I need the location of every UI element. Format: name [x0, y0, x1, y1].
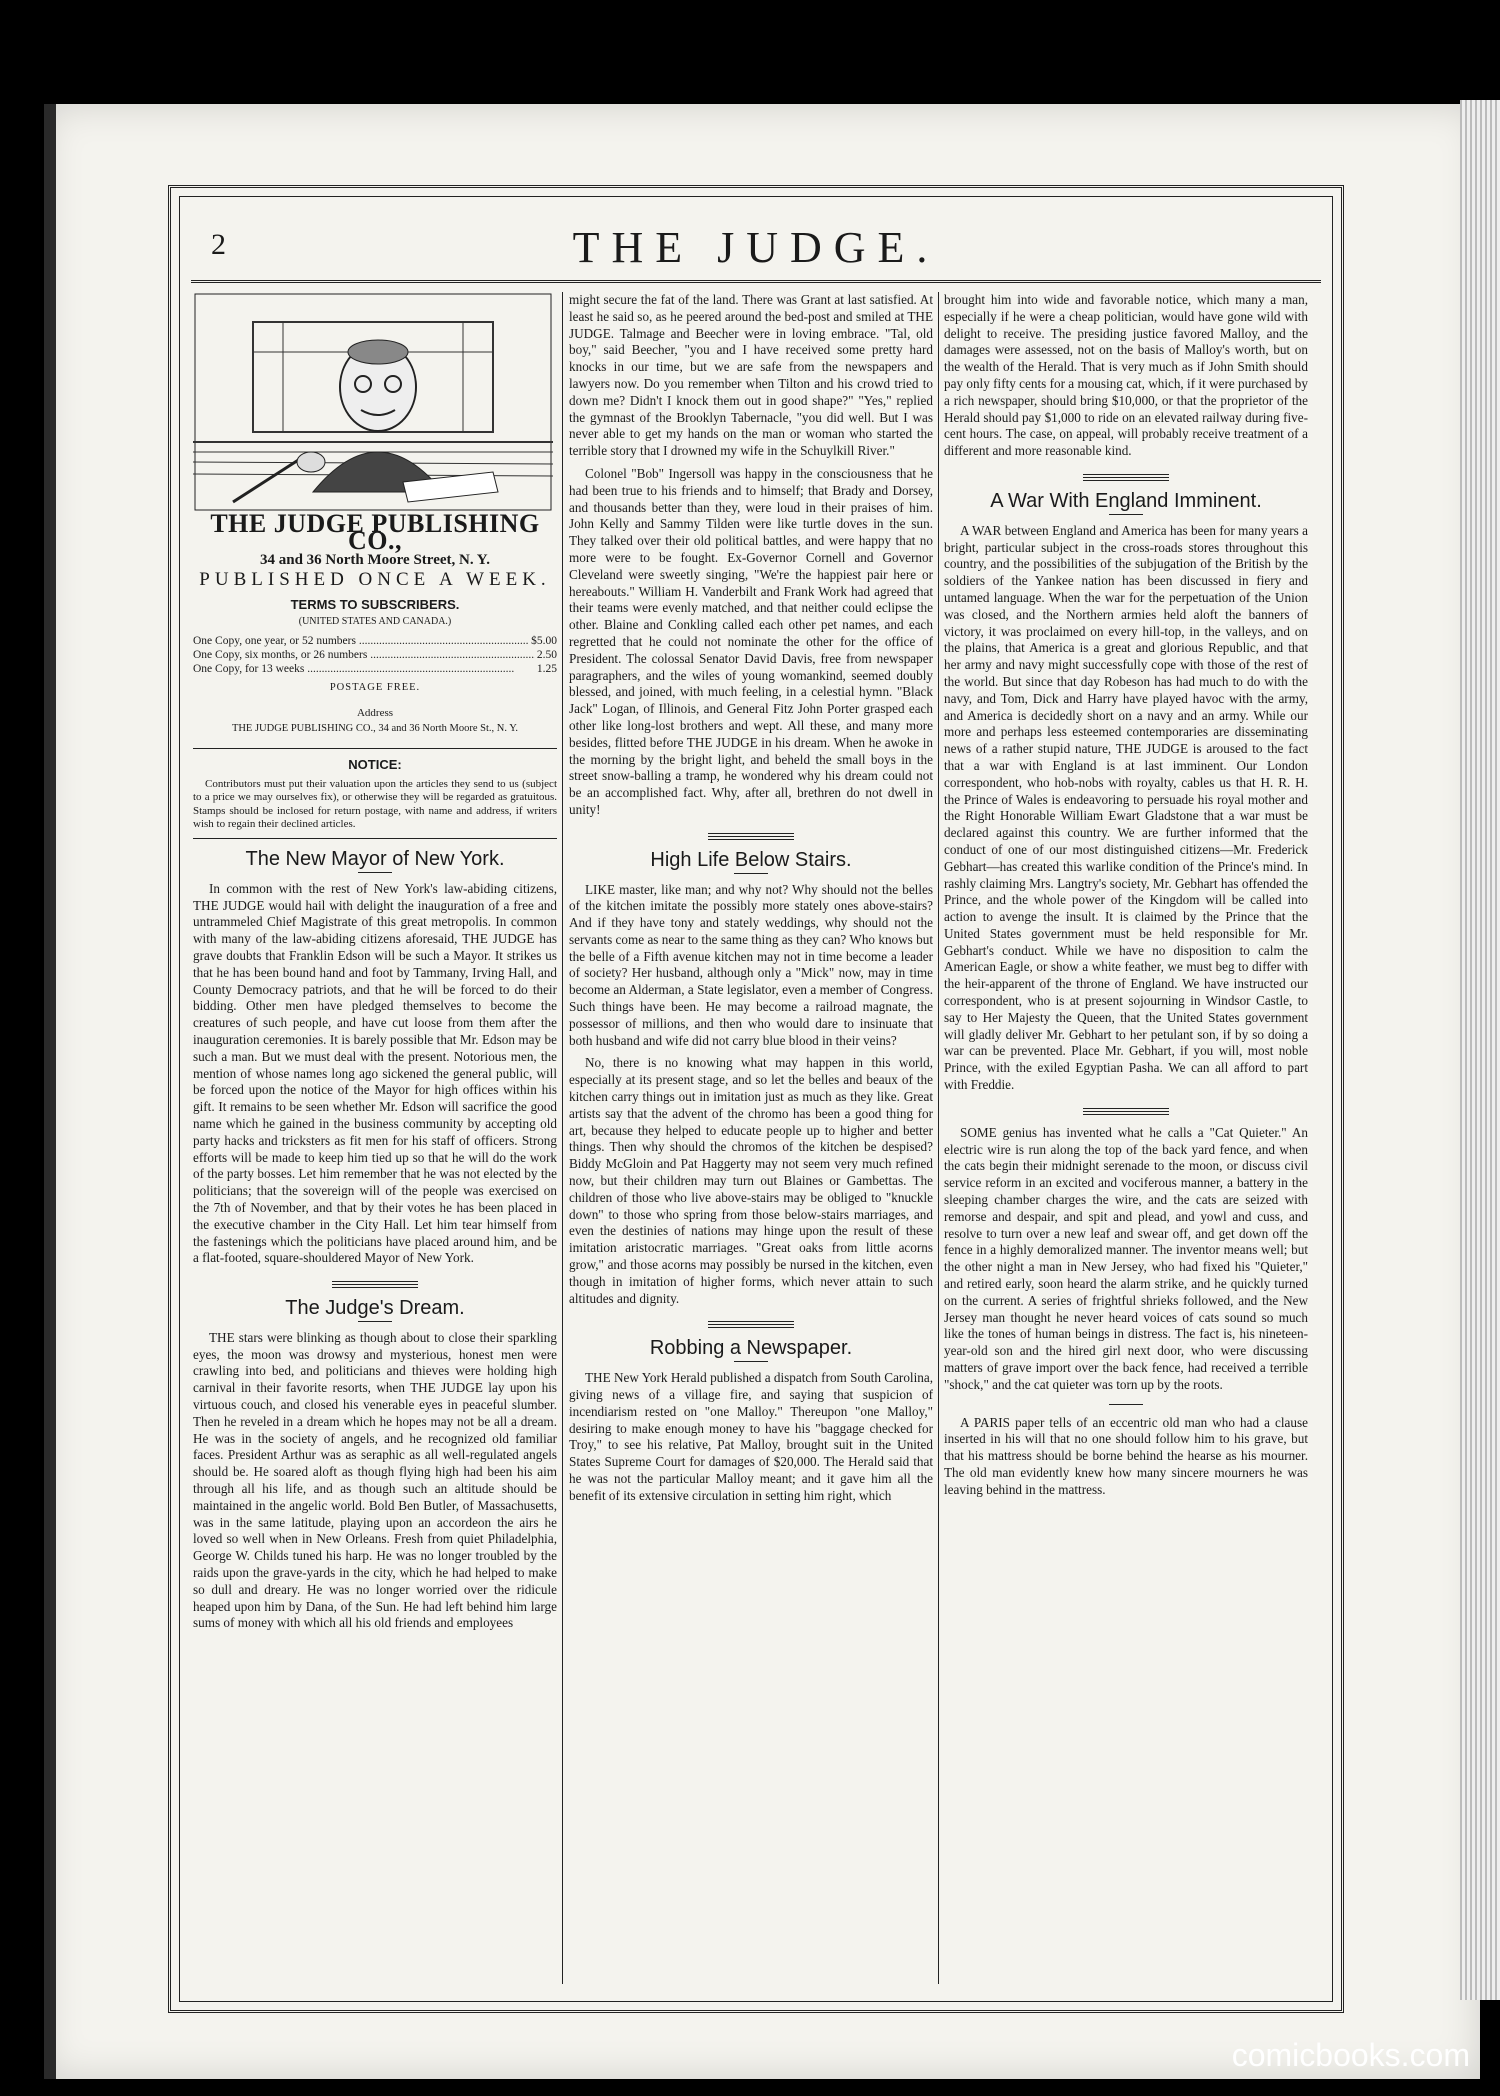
rate-label: One Copy, for 13 weeks ..... [193, 662, 535, 676]
column-1 [193, 292, 557, 1984]
title-dash [1109, 514, 1143, 515]
rate-row [193, 648, 557, 662]
publisher-name: THE JUDGE PUBLISHING CO., [210, 509, 540, 555]
column-divider [938, 292, 939, 1984]
article-body-judges-dream: THE stars were blinking as though about to close their sparkling eyes, the moon was drowsy and mysterious, honest men were crawling into bed, and politicians and thieves were holding high carnival in their favorite resorts, when THE JUDGE lay upon his virtuous couch, and closed his venerable eyes in peaceful slumber. Then he reveled in a dream which he hopes may not be all a dream. He was in the society of angels, and he recognized old familiar faces. President Arthur was as seraphic as all well-regulated angels should be. He soared aloft as though flying high had been his aim through all his life, and as though such an altitude should be maintained in the angelic world. Bold Ben Butler, of Massachusetts, was in the same latitude, playing upon an accordeon the airs he loved so well when in New Orleans. Fresh from quiet Philadelphia, George W. Childs tuned his harp. He was no longer troubled by the raids upon the grave-yards in the city, which he had helped to make so dull and dreary. He was no longer worried over the ridicule heaped upon him by Dana, of the Sun. He had left behind him large sums of money with which all his old friends and employees [193, 1329, 557, 1631]
binding-edge [44, 104, 56, 2079]
article-body-paris-will: A PARIS paper tells of an eccentric old man who had a clause inserted in his will that no one should follow him to his grave, but that his mattress should be borne behind the hearse as his mourner. The old man evidently knew how many sincere mourners he was leaving behind in the mattress. [944, 1414, 1308, 1497]
title-dash [358, 872, 392, 873]
article-body-judges-dream-continued: might secure the fat of the land. There was Grant at last satisfied. At least he said so, as he peered around the bed-post and smiled at THE JUDGE. Talmage and Beecher were in loving embrace. "Tal, old boy," said Beecher, "you and I have received some pretty hard knocks in our time, but we are safe from the newspapers and lawyers now. Do you remember when Tilton and his crowd tried to down me? Didn't I knock them out in good shape?" "Yes," replied the gymnast of the Brooklyn Tabernacle, "you did well. But I was never able to get my hands on the man or woman who started the terrible story that I drowned my wife in the Schuylkill River." [569, 292, 933, 459]
article-title-robbing-newspaper: Robbing a Newspaper. [649, 1337, 853, 1360]
site-watermark: comicbooks.com [1231, 2037, 1470, 2073]
article-body-cat-quieter: SOME genius has invented what he calls a "Cat Quieter." An electric wire is run along the top of the back yard fence, and when the cats begin their midnight serenade to the moon, or discuss civil service reform in an excited and vociferous manner, a battery in the sleeping chamber charges the wire, and the cats are seized with remorse and despair, and spit and plead, and yowl and cuss, and resolve to turn over a new leaf and swear off, and get down off the fence in a highly demoralized manner. The inventor means well; but the other night a man in New Jersey, who had fixed his "Quieter," and retired early, soon heard the alarm strike, and he quickly turned on the current. A series of frightful shrieks followed, and the New Jersey man thought he never heard voices of cats sound so much like the tones of human beings in distress. The fact is, his nineteen-year-old son and the hired girl next door, who were discussing matters of grave import over the back fence, had received a terrible "shock," and the cat quieter was torn up by the roots. [944, 1124, 1308, 1392]
section-double-rule [1083, 474, 1169, 481]
page-frame [168, 185, 1344, 2013]
title-dash [734, 1361, 768, 1362]
postage-note: POSTAGE FREE. [329, 681, 421, 693]
terms-heading: TERMS TO SUBSCRIBERS. [290, 597, 460, 613]
column-divider [562, 292, 563, 1984]
article-body-robbing-newspaper: THE New York Herald published a dispatch from South Carolina, giving news of a village fire, and saying that suspicion of incendiarism rested on "one Malloy." Thereupon "one Malloy," desiring to make enough money to have his "baggage checked for Troy," to see his relative, Pat Malloy, brought suit in the United States Supreme Court for damages of $20,000. The Herald said that he was not the particular Malloy meant; and it gave him all the benefit of its extensive circulation in setting him right, which [569, 1370, 933, 1503]
article-body-judges-dream-continued: Colonel "Bob" Ingersoll was happy in the consciousness that he had been true to his friends and to himself; that Brady and Dorsey, and thousands better than they, were loud in their praises of him. John Kelly and Sammy Tilden were like turtle doves in the sun. They talked over their old political battles, and were happy that no more were to be fought. Ex-Governor Cornell and Governor Cleveland were sweetly singing, "We're the happiest pair here or hereabouts." William H. Vanderbilt and Frank Work had agreed that their teams were evenly matched, and that neither could eclipse the other. Blaine and Conkling called each other pet names, and each regretted that he could not nominate the other for the office of President. The colossal Senator David Davis, free from newspaper paragraphers, and the wiles of young womankind, seemed doubly blessed, and joined, with much feeling, in a celestial hymn. "Black Jack" Logan, of Illinois, and General Fitz John Porter grasped each other like long-lost brothers and wept. All these, and many more besides, flitted before THE JUDGE in his dream. When he awoke in the morning by the bright light, and beheld the small boys in the street snow-balling a tramp, he wondered why his dream could not be an accomplished fact. Why, after all, brethren do not dwell in unity! [569, 465, 933, 817]
masthead-title: THE JUDGE. [572, 223, 940, 272]
address-label: Address [356, 706, 394, 719]
page-stack-edge [1460, 100, 1500, 2000]
page-number: 2 [211, 228, 226, 261]
address-line: THE JUDGE PUBLISHING CO., 34 and 36 North Moore St., N. Y. [231, 723, 519, 735]
article-title-high-life: High Life Below Stairs. [650, 848, 852, 871]
publisher-address: 34 and 36 North Moore Street, N. Y. [260, 551, 490, 568]
rate-label: One Copy, one year, or 52 numbers ..... [193, 634, 529, 648]
rate-price: $5.00 [531, 634, 557, 647]
rate-price: 2.50 [536, 648, 557, 661]
column-3 [944, 292, 1308, 1984]
rate-row [193, 662, 557, 676]
rate-row [193, 634, 557, 648]
title-dash [734, 873, 768, 874]
article-body-war-england: A WAR between England and America has been for many years a bright, particular subject in the cross-roads stores throughout this country, and the possibilities of the subjugation of the British by the soldiers of the Yankee nation has been discussed in fiery and untamed language. When the war for the perpetuation of the Union was closed, and the Northern armies held aloft the banners of victory, it was proclaimed on every hill-top, in the valleys, and on the plains, that America is a great and glorious Republic, and that her army and navy might successfully cope with those of the rest of the world. But since that day Robeson has had much to do with the navy, and Tom, Dick and Harry have played havoc with the army, and America is decidedly short on a navy and an army. While our more and perhaps less esteemed contemporaries are disseminating news of a rather stupid nature, THE JUDGE is aroused to the fact that a war with England is at last imminent. Our London correspondent, who hob-nobs with royalty, cables us that H. R. H. the Prince of Wales is endeavoring to persuade his royal mother and the Right Honorable William Ewart Gladstone that a war must be declared against this country. We are further informed that the conduct of one of our most distinguished citizens—Mr. Frederick Gebhart—has created this warlike condition of the Prince's mind. In rashly claiming Mrs. Langtry's society, Mr. Gebhart has offended the Prince, and the whole power of the Kingdom will be called into action to avenge the insult. It is claimed by the Prince that the United States government must be held responsible for Mr. Gebhart's conduct. While we have no disposition to calm the American Eagle, or show a white feather, we must beg to differ with the heir-apparent of the throne of England. We have instructed our correspondent, who is at present sojourning in Windsor Castle, to say to Her Majesty the Queen, that the United States government will gladly deliver Mr. Gebhart to her petulant son, if by so doing a war can be prevented. Place Mr. Gebhart, if you will, most noble Prince, with the exiled Egyptian Pasha. We can all afford to part with Freddie. [944, 522, 1308, 1093]
article-body-robbing-newspaper-continued: brought him into wide and favorable notice, which many a man, especially if he were a cheap politician, would have gone wild with delight to receive. The presiding justice favored Malloy, and the damages were assessed, not on the basis of Malloy's worth, but on the wealth of the Herald. That is very much as if John Smith should pay only fifty cents for a mousing cat, which, if it were purchased by a rich newspaper, should bring $10,000, or that the proprietor of the Herald should pay $1,000 to ride on an elevated railway during five-cent hours. The case, on appeal, will probably receive treatment of a different and more reasonable kind. [944, 292, 1308, 459]
item-separator [1109, 1404, 1143, 1405]
section-double-rule [332, 1281, 418, 1288]
article-title-new-mayor: The New Mayor of New York. [245, 847, 505, 870]
title-dash [358, 1321, 392, 1322]
notice-text: Contributors must put their valuation upon the articles they send to us (subject to a price we may ourselves fix), or otherwise they will be regarded as gratuitous. Stamps should be inclosed for return postage, with name and address, if writers wish to regain their declined articles. [193, 777, 557, 831]
article-body-high-life: LIKE master, like man; and why not? Why should not the belles of the kitchen imitate the possibly more stately ones above-stairs? And if they have tony and stately weddings, why should not the servants come as near to the same thing as they can? Who knows but the belle of a Fifth avenue kitchen may not in time become a leader of society? Her husband, although only a "Mick" now, may in time become an Alderman, a State legislator, even a member of Congress. Such things have been. He may become a railroad magnate, the possessor of millions, and then who would dare to insinuate that both husband and wife did not carry blue blood in their veins? [569, 881, 933, 1048]
rate-label: One Copy, six months, or 26 numbers ..... [193, 648, 535, 662]
article-title-war-england: A War With England Imminent. [990, 489, 1262, 512]
publication-frequency: PUBLISHED ONCE A WEEK. [199, 569, 551, 591]
notice-heading: NOTICE: [193, 748, 557, 774]
section-double-rule [1083, 1108, 1169, 1115]
section-double-rule [708, 833, 794, 840]
masthead-rule [191, 280, 1321, 283]
judge-cartoon-illustration [193, 292, 553, 512]
article-title-judges-dream: The Judge's Dream. [285, 1297, 465, 1320]
article-body-new-mayor: In common with the rest of New York's law-abiding citizens, THE JUDGE would hail with delight the inauguration of a free and untrammeled Chief Magistrate of this great metropolis. In common with many of the law-abiding citizens aforesaid, THE JUDGE has grave doubts that Franklin Edson will be such a Mayor. It strikes us that he has been bound hand and foot by Tammany, Irving Hall, and County Democracy patriots, and that he will be forced to do their bidding. Other men have pledged themselves to become the creatures of such people, and have cut loose from them after the inauguration ceremonies. It is barely possible that Mr. Edson may be such a man. But we must deal with the present. Notorious men, the mention of whose names long ago sickened the general public, will be forced upon the notice of the Mayor for high offices within his gift. It remains to be seen whether Mr. Edson will sacrifice the good name which he gained in the business community by accepting old party hacks and tricksters as fit men for his staff of officers. Strong efforts will be made to keep him tied up so that he will do the work of the party bosses. Let him remember that he was not elected by the politicians; that the sovereign will of the people was exercised on the 7th of November, and that by their votes he has been placed in the executive chamber in the City Hall. Let him tear himself from the fastenings which the politicians have placed around him, and be a flat-footed, square-shouldered Mayor of New York. [193, 880, 557, 1266]
section-rule [193, 838, 557, 839]
section-double-rule [708, 1321, 794, 1328]
terms-subheading: (UNITED STATES AND CANADA.) [298, 615, 452, 627]
column-2 [569, 292, 933, 1984]
article-body-high-life: No, there is no knowing what may happen in this world, especially at its present stage, and so let the belles and beaux of the kitchen carry things out in imitation just as much as they like. Great artists say that the advent of the chromo has been a good thing for art, because they helped to educate people up to higher and better things. Then why should the chromos of the kitchen be despised? Biddy McGloin and Pat Haggerty may not seem very much refined now, but their children may turn out Blaines or Gambettas. The children of those who live above-stairs may be obliged to "knuckle down" to those who spring from those below-stairs marriages, and even the destinies of nations may hinge upon the result of these imitation aristocratic marriages. "Great oaks from little acorns grow," and those acorns may possibly be nursed in the kitchen, even though in imitation of higher forms, which never attain to such altitudes and dignity. [569, 1055, 933, 1306]
rate-price: 1.25 [536, 662, 557, 675]
